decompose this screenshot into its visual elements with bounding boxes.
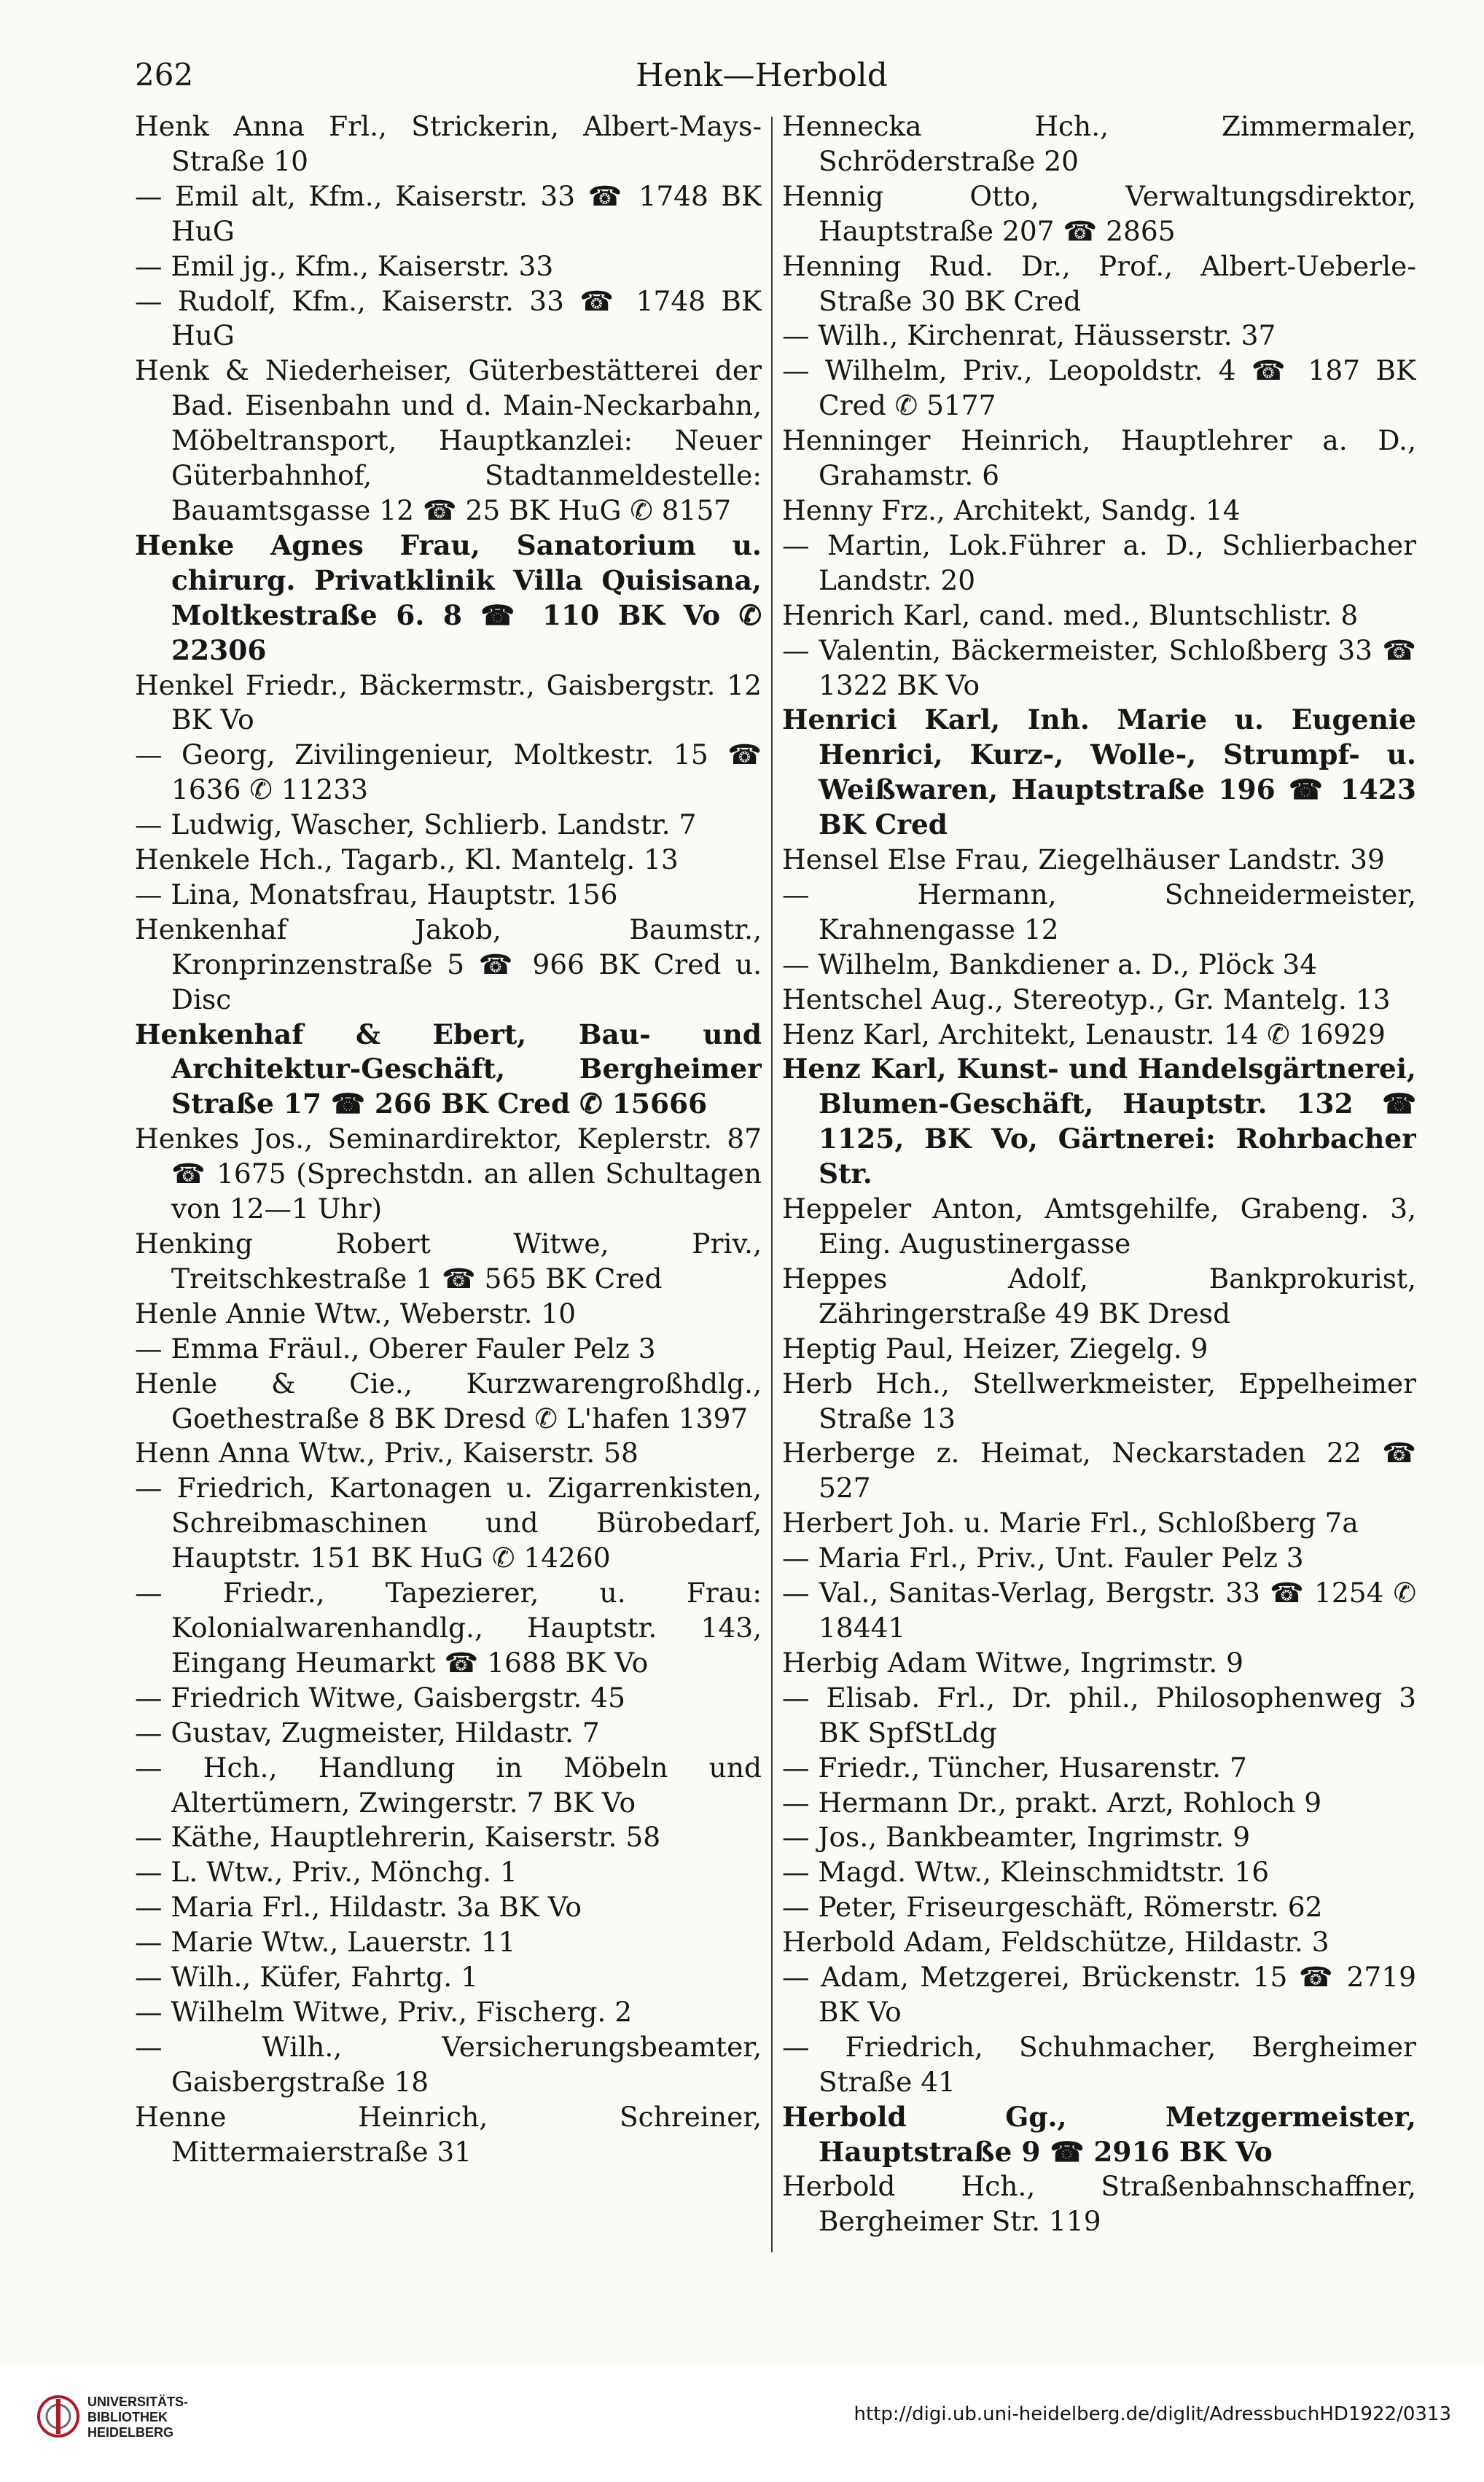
directory-entry: — Elisab. Frl., Dr. phil., Philosophenweg 3 BK SpfStLdg <box>782 1681 1416 1749</box>
page-number: 262 <box>135 57 194 93</box>
directory-entry: Herbold Gg., Metzgermeister, Hauptstraße 9 ☎ 2916 BK Vo <box>782 2100 1416 2168</box>
directory-entry: Herbert Joh. u. Marie Frl., Schloßberg 7a <box>782 1507 1359 1539</box>
directory-entry: Henke Agnes Frau, Sanatorium u. chirurg. Privatklinik Villa Quisisana, Moltkestraße 6. 8 ☎ 110 BK Vo ✆ 22306 <box>135 528 762 666</box>
directory-entry: Henkele Hch., Tagarb., Kl. Mantelg. 13 <box>135 843 679 876</box>
directory-entry: — Emma Fräul., Oberer Fauler Pelz 3 <box>135 1332 656 1365</box>
directory-entry: — Friedrich Witwe, Gaisbergstr. 45 <box>135 1681 625 1714</box>
directory-entry: — Val., Sanitas-Verlag, Bergstr. 33 ☎ 1254 ✆ 18441 <box>782 1577 1416 1644</box>
directory-entry: Hensel Else Frau, Ziegelhäuser Landstr. 39 <box>782 843 1385 876</box>
directory-entry: Heppeler Anton, Amtsgehilfe, Grabeng. 3, Eing. Augustinergasse <box>782 1193 1416 1260</box>
library-logo <box>36 2392 233 2450</box>
directory-entry: Henrich Karl, cand. med., Bluntschlistr. 8 <box>782 598 1359 631</box>
directory-entry: Herb Hch., Stellwerkmeister, Eppelheimer Straße 13 <box>782 1367 1416 1435</box>
directory-entry: Herbold Adam, Feldschütze, Hildastr. 3 <box>782 1926 1329 1959</box>
logo-line-1: UNIVERSITÄTS- <box>87 2395 189 2409</box>
logo-line-2: BIBLIOTHEK <box>87 2410 168 2424</box>
directory-entry: — Hermann Dr., prakt. Arzt, Rohloch 9 <box>782 1786 1322 1819</box>
directory-entry: Henkenhaf Jakob, Baumstr., Kronprinzenstraße 5 ☎ 966 BK Cred u. Disc <box>135 913 762 1015</box>
directory-entry: Henk Anna Frl., Strickerin, Albert-Mays-Straße 10 <box>135 110 762 177</box>
directory-entry: Henle Annie Wtw., Weberstr. 10 <box>135 1297 577 1330</box>
directory-entry: — Wilhelm, Priv., Leopoldstr. 4 ☎ 187 BK Cred ✆ 5177 <box>782 354 1416 422</box>
directory-entry: — Friedrich, Schuhmacher, Bergheimer Straße 41 <box>782 2030 1416 2098</box>
directory-entry: — Wilh., Kirchenrat, Häusserstr. 37 <box>782 319 1276 352</box>
directory-entry: — Marie Wtw., Lauerstr. 11 <box>135 1926 516 1959</box>
directory-entry: Henkel Friedr., Bäckermstr., Gaisbergstr. 12 BK Vo <box>135 668 762 736</box>
directory-entry: Henrici Karl, Inh. Marie u. Eugenie Henrici, Kurz-, Wolle-, Strumpf- u. Weißwaren, Hauptstraße 196 ☎ 1423 BK Cred <box>782 703 1416 841</box>
directory-entry: — Wilhelm, Bankdiener a. D., Plöck 34 <box>782 948 1318 980</box>
directory-entry: Heppes Adolf, Bankprokurist, Zähringerstraße 49 BK Dresd <box>782 1262 1416 1330</box>
directory-entry: Henz Karl, Kunst- und Handelsgärtnerei, Blumen-Geschäft, Hauptstr. 132 ☎ 1125, BK Vo, Gärtnerei: Rohrbacher Str. <box>782 1053 1416 1190</box>
directory-entry: — Adam, Metzgerei, Brückenstr. 15 ☎ 2719 BK Vo <box>782 1961 1416 2028</box>
directory-entry: Herbig Adam Witwe, Ingrimstr. 9 <box>782 1646 1244 1679</box>
directory-entry: — Wilhelm Witwe, Priv., Fischerg. 2 <box>135 1995 633 2028</box>
directory-entry: Henk & Niederheiser, Güterbestätterei der Bad. Eisenbahn und d. Main-Neckarbahn, Möbeltransport, Hauptkanzlei: Neuer Güterbahnhof, Stadtanmeldestelle: Bauamtsgasse 12 ☎ 25 BK HuG ✆ 8157 <box>135 354 762 526</box>
directory-entry: — Rudolf, Kfm., Kaiserstr. 33 ☎ 1748 BK HuG <box>135 284 762 352</box>
directory-entry: — Maria Frl., Hildastr. 3a BK Vo <box>135 1891 582 1924</box>
directory-entry: — Lina, Monatsfrau, Hauptstr. 156 <box>135 878 618 910</box>
directory-entry: Hentschel Aug., Stereotyp., Gr. Mantelg. 13 <box>782 983 1391 1015</box>
directory-entry: — Jos., Bankbeamter, Ingrimstr. 9 <box>782 1821 1251 1854</box>
directory-entry: — Hch., Handlung in Möbeln und Altertümern, Zwingerstr. 7 BK Vo <box>135 1751 762 1819</box>
directory-entry: — Hermann, Schneidermeister, Krahnengasse 12 <box>782 878 1416 945</box>
running-title: Henk—Herbold <box>636 57 888 94</box>
directory-entry: Hennig Otto, Verwaltungsdirektor, Hauptstraße 207 ☎ 2865 <box>782 179 1416 247</box>
directory-entry: — Wilh., Versicherungsbeamter, Gaisbergstraße 18 <box>135 2030 762 2098</box>
directory-entry: Henninger Heinrich, Hauptlehrer a. D., Grahamstr. 6 <box>782 424 1416 492</box>
directory-entry: — Emil jg., Kfm., Kaiserstr. 33 <box>135 249 554 282</box>
column-divider <box>771 117 773 2252</box>
directory-entry: Henn Anna Wtw., Priv., Kaiserstr. 58 <box>135 1437 638 1470</box>
directory-entry: — Friedr., Tapezierer, u. Frau: Kolonialwarenhandlg., Hauptstr. 143, Eingang Heumarkt ☎ 1688 BK Vo <box>135 1577 762 1679</box>
directory-entry: Henne Heinrich, Schreiner, Mittermaierstraße 31 <box>135 2100 762 2168</box>
directory-entry: Herbold Hch., Straßenbahnschaffner, Bergheimer Str. 119 <box>782 2170 1416 2238</box>
directory-entry: — Georg, Zivilingenieur, Moltkestr. 15 ☎ 1636 ✆ 11233 <box>135 738 762 806</box>
directory-entry: — L. Wtw., Priv., Mönchg. 1 <box>135 1856 518 1889</box>
directory-entry: — Emil alt, Kfm., Kaiserstr. 33 ☎ 1748 BK HuG <box>135 179 762 247</box>
directory-entry: — Friedrich, Kartonagen u. Zigarrenkisten, Schreibmaschinen und Bürobedarf, Hauptstr. 151 BK HuG ✆ 14260 <box>135 1472 762 1574</box>
directory-entry: Heptig Paul, Heizer, Ziegelg. 9 <box>782 1332 1208 1365</box>
right-column <box>782 109 1416 2289</box>
directory-entry: — Ludwig, Wascher, Schlierb. Landstr. 7 <box>135 808 697 841</box>
directory-entry: Henle & Cie., Kurzwarengroßhdlg., Goethestraße 8 BK Dresd ✆ L'hafen 1397 <box>135 1367 762 1435</box>
directory-entry: — Friedr., Tüncher, Husarenstr. 7 <box>782 1751 1247 1784</box>
library-seal-icon <box>36 2395 80 2438</box>
directory-entry: — Magd. Wtw., Kleinschmidtstr. 16 <box>782 1856 1270 1889</box>
source-url[interactable]: http://digi.ub.uni-heidelberg.de/diglit/AdressbuchHD1922/0313 <box>854 2403 1451 2425</box>
directory-entry: — Käthe, Hauptlehrerin, Kaiserstr. 58 <box>135 1821 661 1854</box>
directory-entry: Henkenhaf & Ebert, Bau- und Architektur-Geschäft, Bergheimer Straße 17 ☎ 266 BK Cred ✆ 15666 <box>135 1018 762 1120</box>
directory-entry: — Wilh., Küfer, Fahrtg. 1 <box>135 1961 478 1994</box>
directory-entry: Henz Karl, Architekt, Lenaustr. 14 ✆ 16929 <box>782 1018 1386 1050</box>
left-column <box>135 109 762 2289</box>
page-header <box>135 57 1389 108</box>
directory-entry: — Gustav, Zugmeister, Hildastr. 7 <box>135 1716 600 1749</box>
directory-entry: — Valentin, Bäckermeister, Schloßberg 33 ☎ 1322 BK Vo <box>782 633 1416 701</box>
directory-entry: Henking Robert Witwe, Priv., Treitschkestraße 1 ☎ 565 BK Cred <box>135 1228 762 1295</box>
logo-text <box>87 2395 188 2440</box>
page-footer <box>0 2365 1484 2482</box>
directory-entry: Herberge z. Heimat, Neckarstaden 22 ☎ 527 <box>782 1437 1416 1505</box>
directory-entry: Henning Rud. Dr., Prof., Albert-Ueberle-Straße 30 BK Cred <box>782 249 1416 317</box>
directory-entry: — Martin, Lok.Führer a. D., Schlierbacher Landstr. 20 <box>782 528 1416 596</box>
directory-entry: Henkes Jos., Seminardirektor, Keplerstr. 87 ☎ 1675 (Sprechstdn. an allen Schultagen von 12—1 Uhr) <box>135 1123 762 1225</box>
directory-entry: Hennecka Hch., Zimmermaler, Schröderstraße 20 <box>782 110 1416 177</box>
directory-entry: — Peter, Friseurgeschäft, Römerstr. 62 <box>782 1891 1323 1924</box>
directory-entry: — Maria Frl., Priv., Unt. Fauler Pelz 3 <box>782 1542 1304 1574</box>
directory-entry: Henny Frz., Architekt, Sandg. 14 <box>782 493 1241 526</box>
logo-line-3: HEIDELBERG <box>87 2425 174 2440</box>
